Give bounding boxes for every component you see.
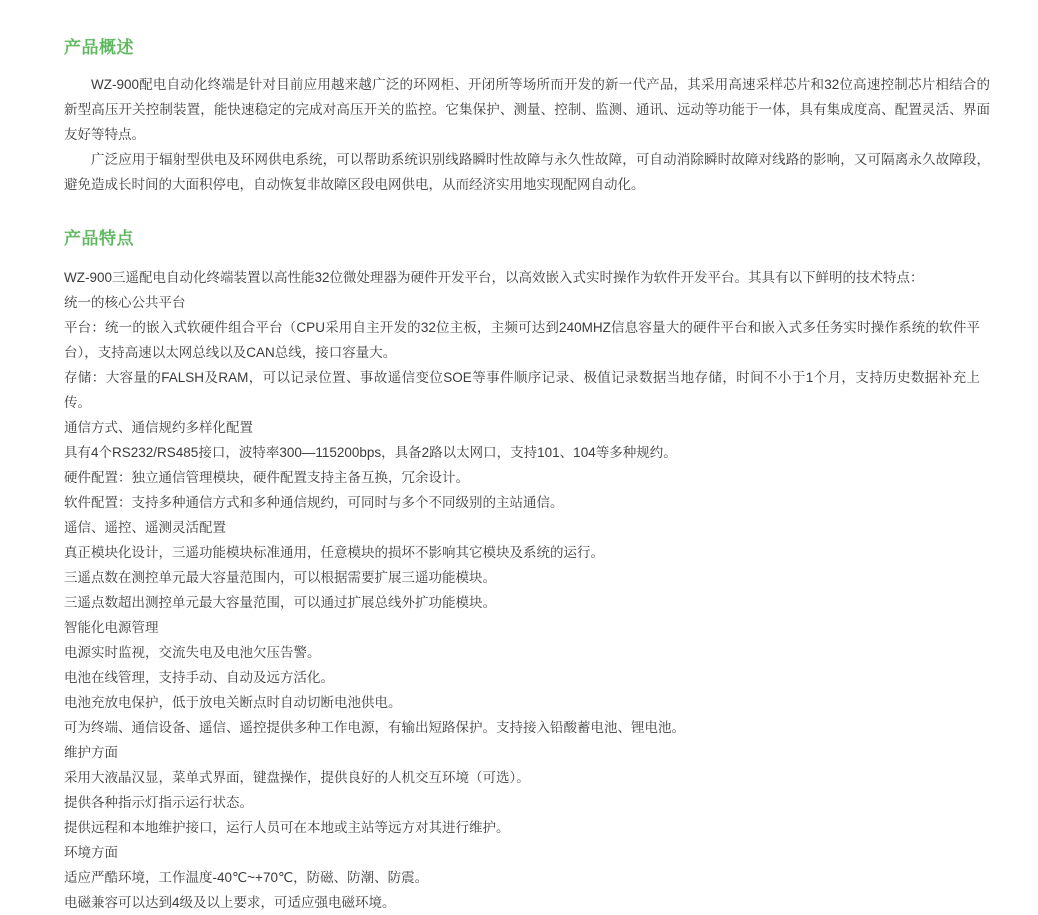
feature-line: 采用大液晶汉显，菜单式界面，键盘操作，提供良好的人机交互环境（可选）。 <box>64 769 530 785</box>
features-section <box>64 227 990 915</box>
feature-line: 可为终端、通信设备、遥信、遥控提供多种工作电源，有输出短路保护。支持接入铅酸蓄电池、锂电池。 <box>64 719 685 735</box>
feature-line: 统一的核心公共平台 <box>64 294 186 310</box>
feature-line: 遥信、遥控、遥测灵活配置 <box>64 519 226 535</box>
feature-line: 智能化电源管理 <box>64 619 159 635</box>
feature-line: 软件配置：支持多种通信方式和多种通信规约，可同时与多个不同级别的主站通信。 <box>64 494 564 510</box>
feature-line: 存储：大容量的FALSH及RAM，可以记录位置、事故遥信变位SOE等事件顺序记录、极值记录数据当地存储，时间不小于1个月，支持历史数据补充上传。 <box>64 369 980 410</box>
feature-line: 通信方式、通信规约多样化配置 <box>64 419 253 435</box>
overview-heading: 产品概述 <box>64 38 134 57</box>
feature-line: 硬件配置：独立通信管理模块，硬件配置支持主备互换，冗余设计。 <box>64 469 469 485</box>
feature-line: 平台：统一的嵌入式软硬件组合平台（CPU采用自主开发的32位主板，主频可达到240MHZ信息容量大的硬件平台和嵌入式多任务实时操作系统的软件平台），支持高速以太网总线以及CAN总线，接口容量大。 <box>64 319 980 360</box>
overview-section <box>64 36 990 197</box>
feature-line: 电磁兼容可以达到4级及以上要求，可适应强电磁环境。 <box>64 894 396 910</box>
feature-line: 电池充放电保护，低于放电关断点时自动切断电池供电。 <box>64 694 402 710</box>
features-heading: 产品特点 <box>64 228 134 248</box>
feature-line: 三遥点数在测控单元最大容量范围内，可以根据需要扩展三遥功能模块。 <box>64 569 496 585</box>
feature-line: 真正模块化设计，三遥功能模块标准通用，任意模块的损坏不影响其它模块及系统的运行。 <box>64 544 604 560</box>
feature-line: 提供各种指示灯指示运行状态。 <box>64 794 253 810</box>
feature-line: 具有4个RS232/RS485接口，波特率300—115200bps，具备2路以太网口，支持101、104等多种规约。 <box>64 444 677 460</box>
feature-line: 电源实时监视，交流失电及电池欠压告警。 <box>64 644 321 660</box>
feature-line: 提供远程和本地维护接口，运行人员可在本地或主站等远方对其进行维护。 <box>64 819 510 835</box>
feature-line: WZ-900三遥配电自动化终端装置以高性能32位微处理器为硬件开发平台，以高效嵌入式实时操作为软件开发平台。其具有以下鲜明的技术特点： <box>64 269 924 285</box>
feature-line: 电池在线管理，支持手动、自动及远方活化。 <box>64 669 334 685</box>
feature-line: 三遥点数超出测控单元最大容量范围，可以通过扩展总线外扩功能模块。 <box>64 594 496 610</box>
overview-paragraph-1: WZ-900配电自动化终端是针对目前应用越来越广泛的环网柜、开闭所等场所而开发的新一代产品，其采用高速采样芯片和32位高速控制芯片相结合的新型高压开关控制装置，能快速稳定的完成对高压开关的监控。它集保护、测量、控制、监测、通讯、远动等功能于一体，具有集成度高、配置灵活、界面友好等特点。 <box>64 76 990 142</box>
feature-line: 维护方面 <box>64 744 118 760</box>
overview-paragraph-2: 广泛应用于辐射型供电及环网供电系统，可以帮助系统识别线路瞬时性故障与永久性故障，可自动消除瞬时故障对线路的影响，又可隔离永久故障段，避免造成长时间的大面积停电，自动恢复非故障区段电网供电，从而经济实用地实现配网自动化。 <box>64 151 990 192</box>
feature-line: 环境方面 <box>64 844 118 860</box>
feature-line: 适应严酷环境，工作温度-40℃~+70℃，防磁、防潮、防震。 <box>64 869 429 885</box>
